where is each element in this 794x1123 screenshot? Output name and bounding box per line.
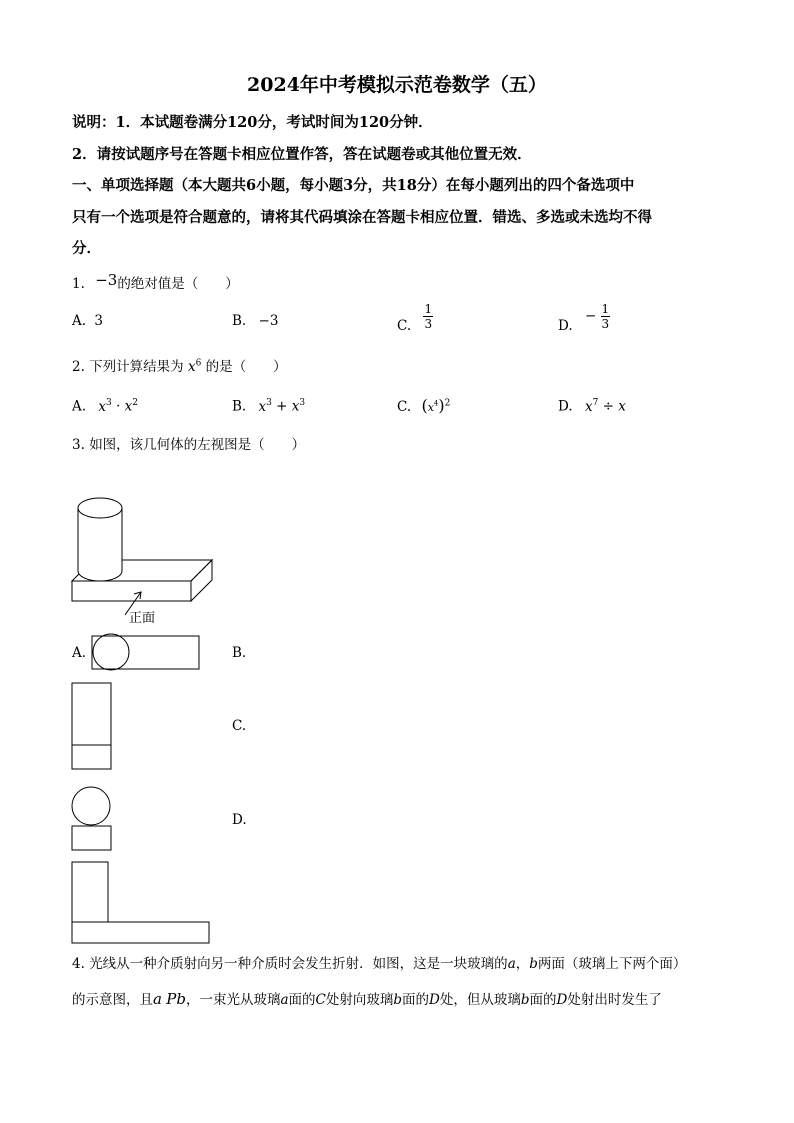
exponent: 4 bbox=[433, 399, 439, 408]
option-label: B. bbox=[232, 313, 247, 329]
q3-option-a-label[interactable]: A. bbox=[72, 645, 87, 661]
math-variable: x bbox=[98, 398, 106, 415]
exponent: 7 bbox=[592, 398, 599, 408]
exponent: 2 bbox=[444, 398, 451, 409]
math-variable: b bbox=[393, 992, 403, 1008]
instructions-line-1: 说明：1．本试题卷满分120分，考试时间为120分钟． bbox=[72, 114, 433, 131]
fraction-numerator: 1 bbox=[424, 302, 433, 316]
math-variable: x bbox=[291, 398, 300, 415]
q2-text-after: 的是（ ） bbox=[205, 359, 287, 375]
option-label: B. bbox=[232, 398, 247, 415]
q4-text: ，一束光从玻璃 bbox=[185, 992, 281, 1008]
section-heading-line-2: 只有一个选项是符合题意的，请将其代码填涂在答题卡相应位置．错选、多选或未选均不得 bbox=[72, 209, 652, 226]
math-variable: x bbox=[427, 401, 434, 414]
option-label: C. bbox=[397, 318, 412, 334]
exponent: 6 bbox=[195, 358, 202, 369]
q3-option-d-label[interactable]: D. bbox=[232, 812, 247, 828]
operator: + bbox=[276, 398, 288, 415]
section-heading-line-3: 分． bbox=[72, 240, 101, 257]
q4-text: 面的 bbox=[529, 992, 557, 1008]
q4-text: 光线从一种介质射向另一种介质时会发生折射．如图，这是一块玻璃的 bbox=[89, 956, 508, 972]
math-variable: x bbox=[187, 359, 196, 375]
math-variable: a bbox=[507, 956, 516, 972]
math-variable: x bbox=[584, 398, 593, 415]
q4-text: 面的 bbox=[402, 992, 430, 1008]
math-variable: b bbox=[520, 992, 530, 1008]
instructions-line-2: 2．请按试题序号在答题卡相应位置作答，答在试题卷或其他位置无效． bbox=[72, 146, 532, 163]
parallel-symbol: P bbox=[166, 990, 177, 1008]
option-label: D. bbox=[558, 398, 573, 415]
q4-text: 两面（玻璃上下两个面） bbox=[537, 956, 687, 972]
point-label: D bbox=[429, 992, 440, 1008]
option-label: A. bbox=[72, 313, 87, 329]
math-variable: x bbox=[258, 398, 267, 415]
fraction-denominator: 3 bbox=[424, 317, 433, 331]
paren-open: ( bbox=[421, 396, 428, 415]
option-value: −3 bbox=[258, 313, 279, 329]
fraction-numerator: 1 bbox=[601, 302, 610, 316]
math-variable: b bbox=[176, 990, 186, 1008]
q4-text: 处，但从玻璃 bbox=[439, 992, 521, 1008]
option-d-rect-tall bbox=[72, 862, 108, 922]
question-4-line-2 bbox=[72, 988, 662, 1008]
option-label: C. bbox=[397, 399, 412, 415]
front-label: 正面 bbox=[129, 611, 156, 626]
q1-text: 的绝对值是（ ） bbox=[117, 276, 239, 292]
q4-text: 处射出时发生了 bbox=[567, 992, 662, 1008]
exponent: 3 bbox=[299, 398, 306, 408]
option-label: A. bbox=[72, 398, 87, 415]
paren-close: ) bbox=[438, 396, 445, 415]
question-number: 2. bbox=[72, 359, 85, 375]
operator: ÷ bbox=[602, 398, 614, 415]
math-variable: x bbox=[618, 398, 626, 415]
q3-option-c-label[interactable]: C. bbox=[232, 718, 247, 734]
operator: · bbox=[116, 398, 121, 415]
q4-text: 处射向玻璃 bbox=[325, 992, 394, 1008]
exponent: 3 bbox=[266, 398, 272, 408]
q1-expression: −3 bbox=[95, 271, 118, 289]
question-4-line-1 bbox=[72, 952, 686, 972]
math-variable: x bbox=[124, 398, 133, 415]
question-number: 4. bbox=[72, 956, 85, 972]
q4-text: 面的 bbox=[288, 992, 316, 1008]
q2-text-before: 下列计算结果为 bbox=[89, 359, 184, 375]
exponent: 2 bbox=[132, 398, 138, 408]
math-variable: b bbox=[529, 956, 538, 972]
point-label: D bbox=[556, 992, 568, 1008]
question-number: 1. bbox=[72, 276, 85, 292]
minus-sign: − bbox=[584, 308, 597, 324]
option-value: 3 bbox=[94, 313, 103, 329]
section-heading-line-1: 一、单项选择题（本大题共6小题，每小题3分，共18分）在每小题列出的四个备选项中 bbox=[72, 177, 635, 194]
math-variable: a bbox=[153, 990, 162, 1008]
fraction-denominator: 3 bbox=[601, 317, 610, 331]
q4-text: 的示意图，且 bbox=[72, 992, 153, 1008]
page-title: 2024年中考模拟示范卷数学（五） bbox=[247, 74, 547, 96]
exponent: 3 bbox=[105, 398, 112, 408]
q3-option-b-label[interactable]: B. bbox=[232, 645, 247, 661]
q3-text: 如图，该几何体的左视图是（ ） bbox=[89, 437, 306, 453]
option-d-rect-base bbox=[72, 922, 209, 943]
point-label: C bbox=[315, 992, 326, 1008]
question-number: 3. bbox=[72, 437, 85, 453]
option-label: D. bbox=[558, 318, 573, 334]
math-variable: a bbox=[280, 992, 289, 1008]
q4-text: ， bbox=[515, 956, 530, 972]
